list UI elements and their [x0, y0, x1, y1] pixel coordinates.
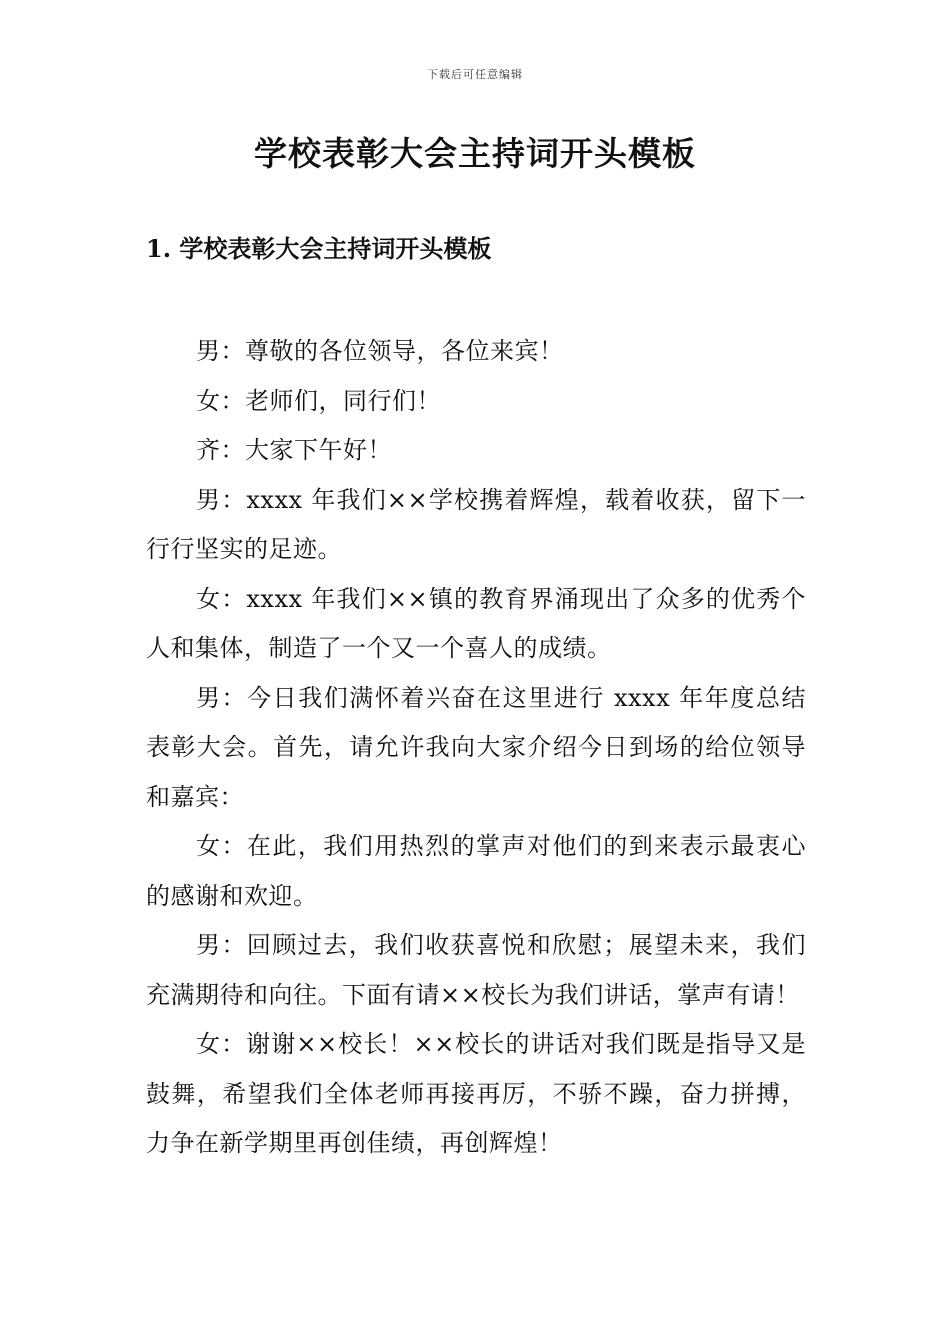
paragraph: 女：在此，我们用热烈的掌声对他们的到来表示最衷心的感谢和欢迎。 — [146, 832, 806, 910]
paragraph: 女：谢谢××校长！××校长的讲话对我们既是指导又是鼓舞，希望我们全体老师再接再厉，不骄不躁，奋力拼搏，力争在新学期里再创佳绩，再创辉煌！ — [146, 1030, 806, 1157]
paragraph: 齐：大家下午好！ — [196, 436, 392, 464]
section-heading: 1. 学校表彰大会主持词开头模板 — [146, 234, 492, 263]
paragraph: 男：回顾过去，我们收获喜悦和欣慰；展望未来，我们充满期待和向往。下面有请××校长为我们讲话，掌声有请！ — [146, 931, 806, 1009]
header-note: 下载后可任意编辑 — [427, 68, 523, 81]
paragraph: 男：今日我们满怀着兴奋在这里进行 xxxx 年年度总结表彰大会。首先，请允许我向大家介绍今日到场的给位领导和嘉宾： — [146, 683, 806, 811]
paragraph: 女：老师们，同行们！ — [196, 386, 441, 415]
document-title: 学校表彰大会主持词开头模板 — [254, 134, 696, 173]
paragraph: 男：xxxx 年我们××学校携着辉煌，载着收获，留下一行行坚实的足迹。 — [146, 485, 806, 563]
paragraph: 女：xxxx 年我们××镇的教育界涌现出了众多的优秀个人和集体，制造了一个又一个喜人的成绩。 — [146, 584, 806, 662]
document-body — [146, 327, 806, 1169]
paragraph: 男：尊敬的各位领导，各位来宾！ — [196, 337, 564, 365]
